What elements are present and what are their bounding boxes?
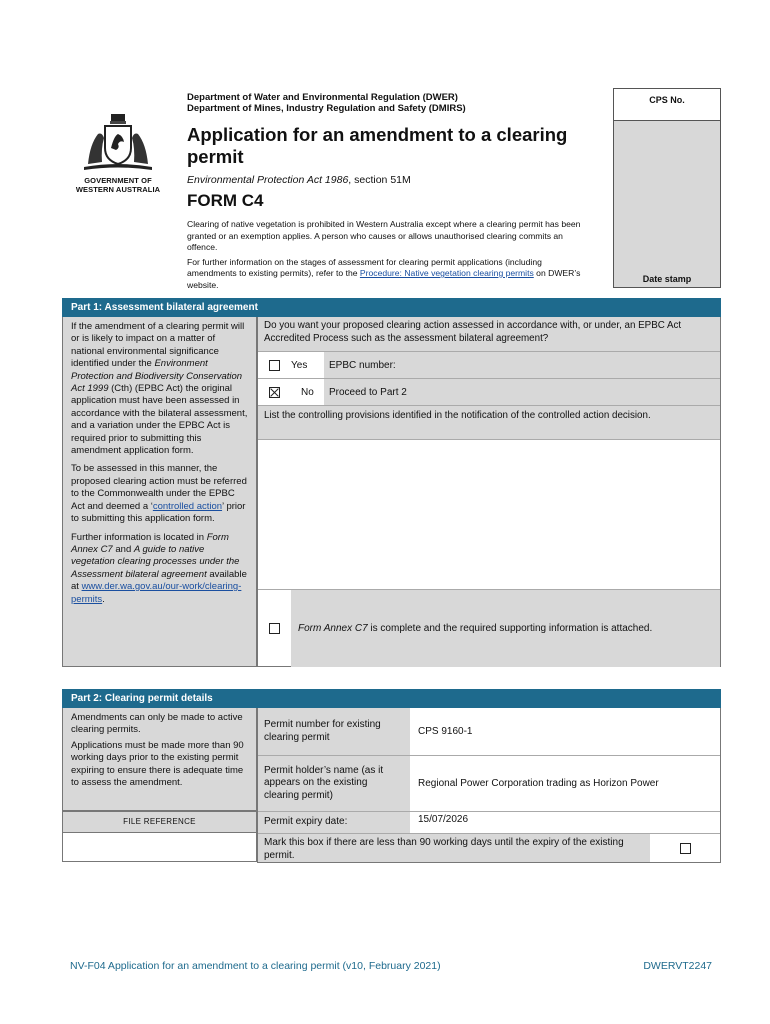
no-label: No <box>301 386 314 398</box>
epbc-question: Do you want your proposed clearing action assessed in accordance with, or under, an EPBC Act Accredited Process such as the assessment bilateral agreement? <box>258 317 720 351</box>
department-dwer: Department of Water and Environmental Regulation (DWER) <box>187 92 458 103</box>
expiry-warning-checkbox-cell <box>650 834 720 862</box>
controlled-action-link[interactable]: controlled action <box>152 500 223 512</box>
yes-checkbox-cell <box>258 352 291 378</box>
permit-number-row <box>258 708 720 755</box>
intro-paragraph-2 <box>187 257 592 292</box>
option-yes-row <box>258 351 720 378</box>
controlling-provisions-question: List the controlling provisions identified in the notification of the controlled action decision. <box>258 405 720 439</box>
part2-guidance <box>62 708 257 811</box>
p3-text-c: available at <box>71 568 247 593</box>
permit-holder-value[interactable]: Regional Power Corporation trading as Horizon Power <box>418 778 659 789</box>
permit-holder-row <box>258 755 720 811</box>
act-reference <box>187 174 607 186</box>
p2-text-b: ’ prior to submitting this application form. <box>71 500 246 525</box>
annex-c7-ref: Form Annex C7 <box>71 531 229 555</box>
p2-text-a: To be assessed in this manner, the proposed clearing action must be referred to the Commonwealth under the EPBC Act and deemed a ‘ <box>71 463 247 512</box>
cps-number-box[interactable] <box>613 88 721 288</box>
permit-expiry-value[interactable]: 15/07/2026 <box>418 814 469 825</box>
act-name: Environmental Protection Act 1986 <box>187 174 349 186</box>
annex-confirm-rest: is complete and the required supporting information is attached. <box>367 623 653 634</box>
permit-holder-label: Permit holder’s name (as it appears on the existing clearing permit) <box>258 756 410 811</box>
proceed-to-part2: Proceed to Part 2 <box>324 379 720 405</box>
guide-ref: A guide to native vegetation clearing processes under the Assessment bilateral agreement <box>71 543 240 580</box>
p3-text-a: Further information is located in <box>71 531 207 543</box>
p3-text-d: . <box>102 593 105 605</box>
date-stamp-label: Date stamp <box>642 274 692 284</box>
annex-c7-name: Form Annex C7 <box>298 623 368 634</box>
permit-expiry-row <box>258 811 720 833</box>
form-number: FORM C4 <box>187 191 264 210</box>
annex-c7-checkbox[interactable] <box>269 623 280 634</box>
permit-details-table <box>257 708 721 863</box>
file-reference-field[interactable] <box>62 833 257 862</box>
part1-title: Part 1: Assessment bilateral agreement <box>62 298 721 317</box>
part1-guidance <box>62 317 257 667</box>
part2-guidance-p2: Applications must be made more than 90 working days prior to the existing permit expiring to ensure there is adequate time to assess the amendment. <box>71 739 244 789</box>
gov-line-2: WESTERN AUSTRALIA <box>75 185 161 194</box>
annex-confirm-text <box>291 590 720 667</box>
epbc-act-name: Environment Protection and Biodiversity Conservation Act 1999 <box>71 358 243 395</box>
annex-confirm-row <box>258 589 720 667</box>
p1-text-a: If the amendment of a clearing permit will or is likely to impact on a matter of national environmental significance identified under the <box>71 321 245 370</box>
footer-form-title: NV-F04 Application for an amendment to a clearing permit (v10, February 2021) <box>70 960 441 972</box>
form-header <box>187 92 607 291</box>
p1-text-b: (Cth) (EPBC Act) the original application must have been assessed in accordance with the bilateral assessment, and a variation under the EPBC Act is required prior to submitting this amendment application form. <box>71 383 248 457</box>
procedure-link[interactable]: Procedure: Native vegetation clearing permits <box>359 268 534 278</box>
yes-checkbox[interactable] <box>269 360 280 371</box>
expiry-warning-row <box>258 833 720 862</box>
no-checkbox[interactable] <box>269 387 280 398</box>
clearing-permits-link[interactable]: www.der.wa.gov.au/our-work/clearing-permits <box>71 581 242 605</box>
expiry-warning-checkbox[interactable] <box>680 843 691 854</box>
part2-guidance-p1: Amendments can only be made to active clearing permits. <box>71 712 243 736</box>
annex-checkbox-cell <box>258 590 291 667</box>
part1-guidance-p3 <box>71 532 248 606</box>
intro-2-text: For further information on the stages of assessment for clearing permit applications (including amendments to existing permits), refer to the <box>187 256 542 278</box>
footer-doc-code: DWERVT2247 <box>643 960 712 972</box>
act-section: , section 51M <box>348 174 411 186</box>
permit-expiry-label: Permit expiry date: <box>258 812 410 833</box>
p3-text-b: and <box>112 543 134 555</box>
controlling-provisions-field[interactable] <box>258 439 720 589</box>
no-checkbox-cell <box>258 379 291 405</box>
file-reference-label: FILE REFERENCE <box>62 811 257 833</box>
expiry-warning-text: Mark this box if there are less than 90 working days until the expiry of the existing permit. <box>264 837 624 861</box>
intro-text <box>187 219 592 291</box>
option-no-row <box>258 378 720 405</box>
part2-title: Part 2: Clearing permit details <box>62 689 721 708</box>
part1-guidance-p2 <box>71 463 248 525</box>
part1-questions <box>257 317 721 667</box>
yes-label: Yes <box>291 359 308 371</box>
epbc-number-field[interactable]: EPBC number: <box>324 352 720 378</box>
cps-label: CPS No. <box>614 89 720 121</box>
permit-number-label: Permit number for existing clearing permit <box>258 708 410 755</box>
department-dmirs: Department of Mines, Industry Regulation and Safety (DMIRS) <box>187 103 466 114</box>
wa-government-crest <box>72 112 164 194</box>
page-title: Application for an amendment to a clearing permit <box>187 124 568 167</box>
gov-line-1: GOVERNMENT OF <box>84 176 152 185</box>
part1-guidance-p1 <box>71 321 248 457</box>
permit-number-value[interactable]: CPS 9160-1 <box>418 726 473 737</box>
intro-paragraph-1: Clearing of native vegetation is prohibited in Western Australia except where a clearing permit has been granted or an exemption applies. A person who causes or allows unauthorised clearing commits an offence. <box>187 219 581 252</box>
coat-of-arms-icon <box>78 112 158 174</box>
intro-2-end: on DWER’s website. <box>187 268 581 290</box>
